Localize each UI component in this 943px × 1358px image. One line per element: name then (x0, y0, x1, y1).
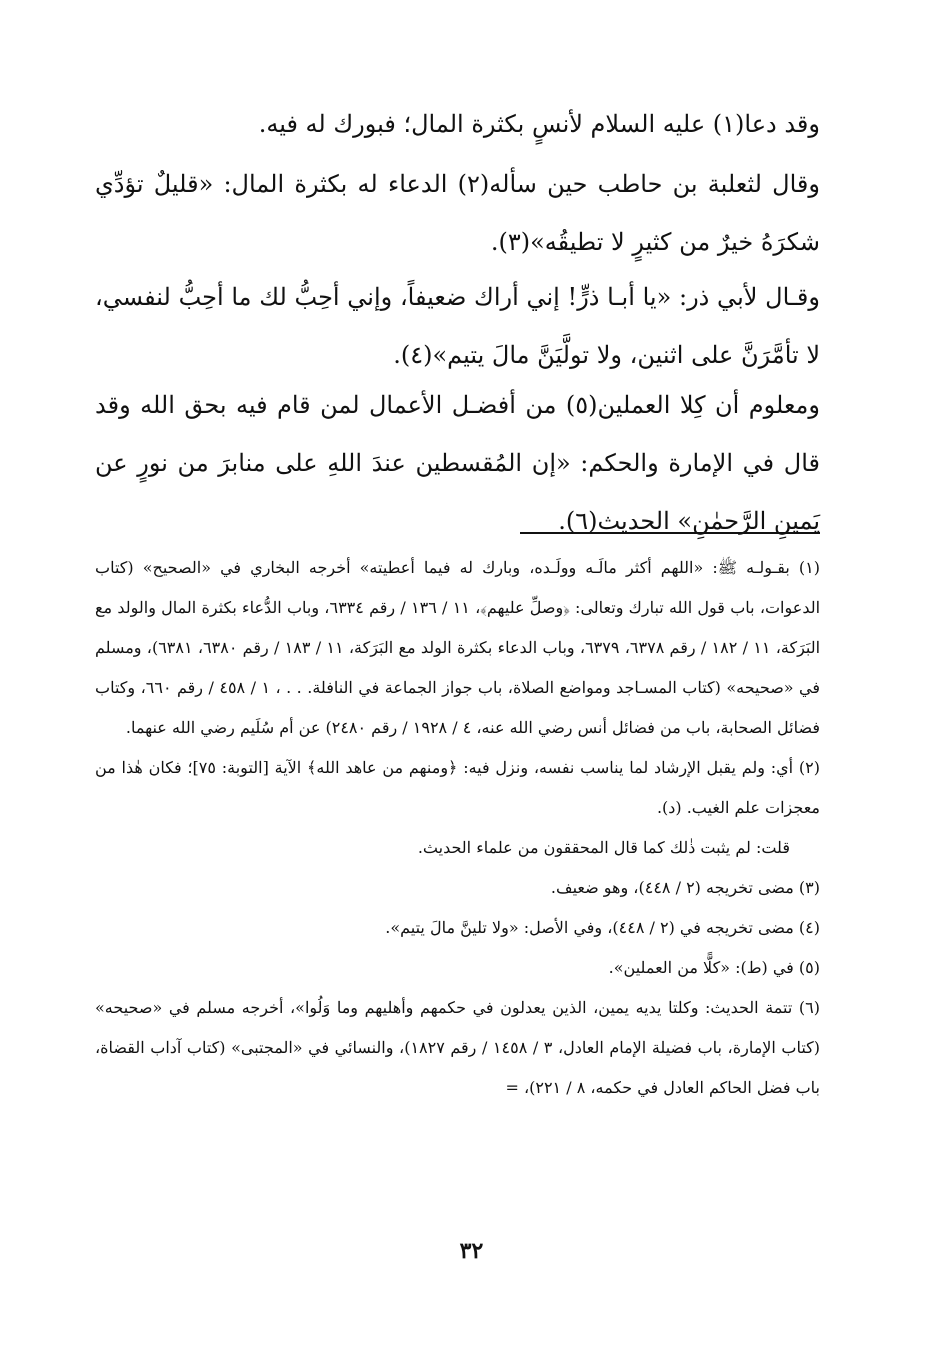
footnote: (١) بقـولـه ﷺ: «اللهم أكثر مالَـه وولَـده، وبارك له فيما أعطيته» أخرجه البخاري في «الصحيح» (كتاب الدعوات، باب قول الله تبارك وتعالى: ﴿وصلِّ عليهم﴾، ١١ / ١٣٦ / رقم ٦٣٣٤، وباب الدُّعاء بكثرة المال والولد مع البَرَكة، ١١ / ١٨٢ / رقم ٦٣٧٨، ٦٣٧٩، وباب الدعاء بكثرة الولد مع البَرَكة، ١١ / ١٨٣ / رقم ٦٣٨٠، ٦٣٨١)، ومسلم في «صحيحه» (كتاب المسـاجد ومواضع الصلاة، باب جواز الجماعة في النافلة. . . ، ١ / ٤٥٨ / رقم ٦٦٠، وكتاب فضائل الصحابة، باب من فضائل أنس رضي الله عنه، ٤ / ١٩٢٨ / رقم ٢٤٨٠) عن أم سُلَيم رضي الله عنهما. (95, 558, 821, 737)
page-number: ٣٢ (459, 1238, 484, 1264)
footnotes-section (95, 548, 820, 1108)
footnote: (٥) في (ط): «كلًّا من العملين». (608, 958, 820, 977)
book-page (95, 0, 820, 1358)
footnote: (٣) مضى تخريجه (٢ / ٤٤٨)، وهو ضعيف. (550, 878, 820, 897)
footnote: (٦) تتمة الحديث: وكلتا يديه يمين، الذين يعدلون في حكمهم وأهليهم وما وَلُوا»، أخرجه مسلم في «صحيحه» (كتاب الإمارة، باب فضيلة الإمام العادل، ٣ / ١٤٥٨ / رقم ١٨٢٧)، والنسائي في «المجتبى» (كتاب آداب القضاة، باب فضل الحاكم العادل في حكمه، ٨ / ٢٢١)، = (95, 998, 821, 1097)
footnote: (٢) أي: ولم يقبل الإرشاد لما يناسب نفسه، ونزل فيه: ﴿ومنهم من عاهد الله﴾ الآية [التوبة: ٧٥]؛ فكان هٰذا من معجزات علم الغيب. (د). (95, 758, 820, 817)
main-paragraph: وقد دعا(١) عليه السلام لأنسٍ بكثرة المال؛ فبورك له فيه. (258, 110, 820, 138)
main-paragraph: وقـال لأبي ذر: «يا أبـا ذرٍّ! إني أراك ضعيفاً، وإني أحِبُّ لك ما أحِبُّ لنفسي، لا تأمَّرَنَّ على اثنين، ولا تولَّيَنَّ مالَ يتيم»(٤). (95, 283, 820, 369)
footnote-separator (520, 532, 820, 534)
main-paragraph: وقال لثعلبة بن حاطب حين سأله(٢) الدعاء له بكثرة المال: «قليلٌ تؤدِّي شكرَهُ خيرٌ من كثيرٍ لا تطيقُه»(٣). (95, 170, 820, 256)
main-paragraph: ومعلوم أن كِلا العملين(٥) من أفضـل الأعمال لمن قام فيه بحق الله وقد قال في الإمارة والحكم: «إن المُقسطين عندَ اللهِ على منابرَ من نورٍ عن يَمينِ الرَّحمٰنِ» الحديث(٦). (95, 391, 821, 535)
footnote: (٤) مضى تخريجه في (٢ / ٤٤٨)، وفي الأصل: «ولا تلينَّ مالَ يتيم». (385, 918, 820, 937)
footnote-remark: قلت: لم يثبت ذٰلك كما قال المحققون من علماء الحديث. (417, 838, 790, 857)
